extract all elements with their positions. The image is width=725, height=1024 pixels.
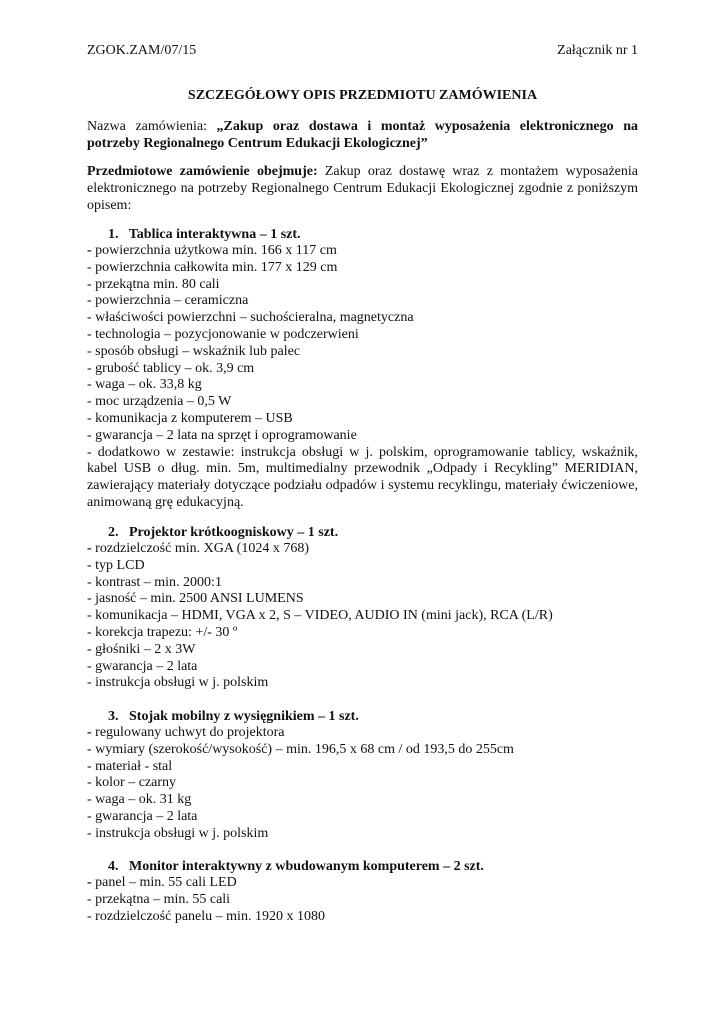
list-bullet: - [87,608,96,624]
page-header [87,42,638,59]
list-item-text: korekcja trapezu: +/- 30 º [95,624,238,640]
list-bullet: - [87,276,96,292]
list-bullet: - [87,343,96,359]
list-item [87,411,638,428]
list-item-text: przekątna – min. 55 cali [95,891,231,907]
list-bullet: - [87,444,98,460]
list-bullet: - [87,377,96,393]
list-item [87,659,638,676]
list-item-text: kontrast – min. 2000:1 [95,574,222,590]
list-bullet: - [87,293,96,309]
list-bullet: - [87,243,96,258]
scope-value: Zakup oraz dostawę wraz z montażem wyposażenia elektronicznego na potrzeby Regionalnego Centrum Edukacji Ekologicznej zgodnie z poniższym opisem: [87,164,638,213]
list-bullet: - [87,574,96,590]
list-item-text: grubość tablicy – ok. 3,9 cm [95,360,255,376]
list-item [87,909,638,926]
list-item [87,310,638,327]
list-item [87,361,638,378]
list-item-text: kolor – czarny [95,775,177,791]
attachment-label: Załącznik nr 1 [557,43,638,58]
list-item-text: jasność – min. 2500 ANSI LUMENS [95,591,304,607]
list-item-text: panel – min. 55 cali LED [95,875,237,890]
list-item-text: gwarancja – 2 lata [95,808,198,824]
list-item [87,327,638,344]
list-item [87,394,638,411]
list-item [87,742,638,759]
list-bullet: - [87,908,96,924]
section-1-list [87,243,638,512]
list-item [87,875,638,892]
list-item-text: waga – ok. 31 kg [95,792,192,808]
list-item [87,541,638,558]
list-item-text: właściwości powierzchni – suchościeralna, magnetyczna [95,310,414,326]
list-bullet: - [87,808,96,824]
list-item-text: dodatkowo w zestawie: instrukcja obsługi w j. polskim, oprogramowanie tablicy, wskaźnik, kabel USB o dług. min. 5m, multimedialny przewodnik „Odpady i Recykling” MERIDIAN, zawierający materiały dotyczące podziału odpadów i systemu recyklingu, materiały ćwiczeniowe, animowaną grę edukacyjną. [87,444,638,510]
list-item [87,293,638,310]
list-item-text: komunikacja – HDMI, VGA x 2, S – VIDEO, AUDIO IN (mini jack), RCA (L/R) [95,608,553,624]
list-item-text: sposób obsługi – wskaźnik lub palec [95,343,301,359]
list-item-text: moc urządzenia – 0,5 W [95,394,232,410]
order-name-paragraph [87,118,638,152]
list-item-text: powierzchnia użytkowa min. 166 x 117 cm [95,243,337,258]
list-item-text: technologia – pozycjonowanie w podczerwieni [95,326,359,342]
list-item-text: komunikacja z komputerem – USB [95,410,293,426]
list-bullet: - [87,557,96,573]
list-item-text: powierzchnia całkowita min. 177 x 129 cm [95,259,338,275]
list-item-text: wymiary (szerokość/wysokość) – min. 196,5 x 68 cm / od 193,5 do 255cm [95,741,514,757]
list-item [87,775,638,792]
list-bullet: - [87,775,96,791]
list-item-text: typ LCD [95,557,145,573]
order-name-value: „Zakup oraz dostawa i montaż wyposażenia elektronicznego na potrzeby Regionalnego Centrum Edukacji Ekologicznej” [87,119,638,151]
scope-paragraph [87,163,638,214]
list-item-text: waga – ok. 33,8 kg [95,377,202,393]
list-item [87,377,638,394]
list-bullet: - [87,741,96,757]
list-item [87,428,638,445]
list-item-text: regulowany uchwyt do projektora [95,725,285,740]
list-item-text: gwarancja – 2 lata na sprzęt i oprogramowanie [95,427,357,443]
list-bullet: - [87,360,96,376]
list-item [87,591,638,608]
list-bullet: - [87,792,96,808]
list-item-text: instrukcja obsługi w j. polskim [95,675,269,691]
section-3-list [87,725,638,843]
list-bullet: - [87,591,96,607]
list-item-text: głośniki – 2 x 3W [95,641,196,657]
list-bullet: - [87,725,96,740]
list-item [87,792,638,809]
list-item [87,642,638,659]
list-bullet: - [87,641,96,657]
list-item [87,809,638,826]
list-item [87,625,638,642]
list-item [87,892,638,909]
list-bullet: - [87,541,96,556]
list-item [87,445,638,512]
list-bullet: - [87,259,96,275]
list-bullet: - [87,875,96,890]
list-item [87,826,638,843]
section-4-heading: 4. Monitor interaktywny z wbudowanym komputerem – 2 szt. [108,859,484,874]
section-1-heading: 1. Tablica interaktywna – 1 szt. [108,227,301,242]
list-bullet: - [87,326,96,342]
list-bullet: - [87,658,96,674]
list-item-text: gwarancja – 2 lata [95,658,198,674]
list-item [87,243,638,260]
list-bullet: - [87,891,96,907]
list-item [87,575,638,592]
list-item-text: rozdzielczość panelu – min. 1920 x 1080 [95,908,325,924]
section-4-list [87,875,638,925]
section-2-heading: 2. Projektor krótkoogniskowy – 1 szt. [108,525,339,540]
section-3-heading: 3. Stojak mobilny z wysięgnikiem – 1 szt. [108,709,359,724]
list-item-text: powierzchnia – ceramiczna [95,293,249,309]
document-title: SZCZEGÓŁOWY OPIS PRZEDMIOTU ZAMÓWIENIA [187,88,538,103]
list-item [87,759,638,776]
list-item-text: materiał - stal [95,758,173,774]
list-item-text: rozdzielczość min. XGA (1024 x 768) [95,541,310,556]
list-bullet: - [87,310,96,326]
list-bullet: - [87,675,96,691]
list-bullet: - [87,410,96,426]
list-item-text: przekątna min. 80 cali [95,276,220,292]
list-bullet: - [87,825,96,841]
list-item [87,277,638,294]
list-item [87,675,638,692]
list-item-text: instrukcja obsługi w j. polskim [95,825,269,841]
list-item [87,344,638,361]
list-item [87,725,638,742]
scope-label: Przedmiotowe zamówienie obejmuje: [87,164,318,179]
list-item [87,608,638,625]
document-reference: ZGOK.ZAM/07/15 [87,43,197,58]
list-bullet: - [87,624,96,640]
order-name-label: Nazwa zamówienia: [87,119,217,134]
list-bullet: - [87,427,96,443]
list-bullet: - [87,758,96,774]
list-item [87,260,638,277]
list-bullet: - [87,394,96,410]
section-2-list [87,541,638,692]
list-item [87,558,638,575]
